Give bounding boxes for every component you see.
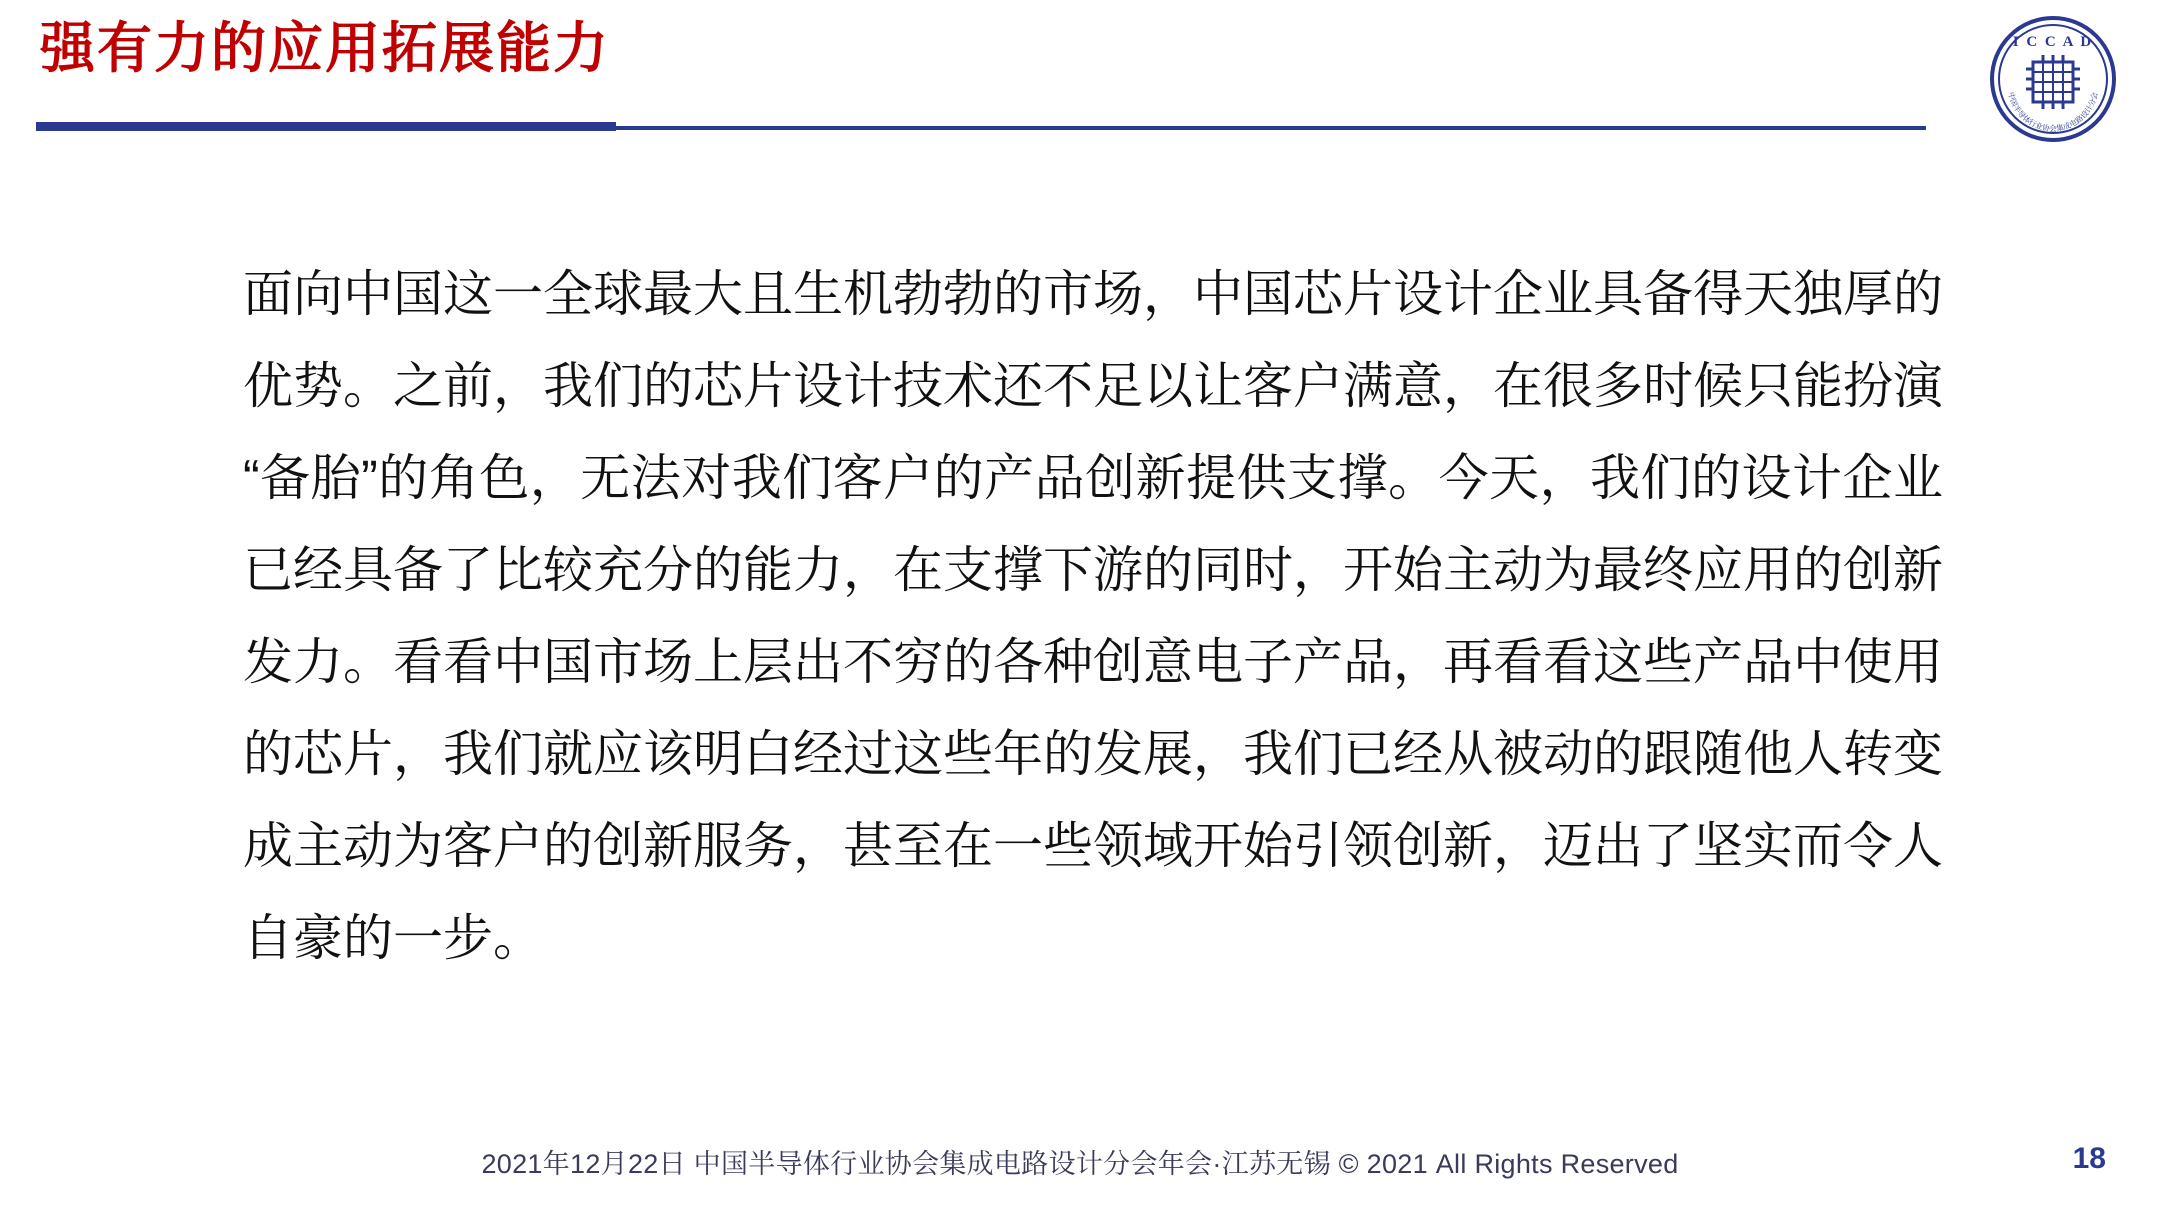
slide-body-paragraph: 面向中国这一全球最大且生机勃勃的市场，中国芯片设计企业具备得天独厚的优势。之前，我们的芯片设计技术还不足以让客户满意，在很多时候只能扮演“备胎”的角色，无法对我们客户的产品创新提供支撑。今天，我们的设计企业已经具备了比较充分的能力，在支撑下游的同时，开始主动为最终应用的创新发力。看看中国市场上层出不穷的各种创意电子产品，再看看这些产品中使用的芯片，我们就应该明白经过这些年的发展，我们已经从被动的跟随他人转变成主动为客户的创新服务，甚至在一些领域开始引领创新，迈出了坚实而令人自豪的一步。 — [243, 266, 1943, 966]
page-title: 强有力的应用拓展能力 — [40, 17, 611, 79]
slide-header — [0, 0, 2160, 142]
iccad-logo — [1990, 16, 2116, 142]
title-underline-thick — [36, 122, 616, 131]
svg-text:中国半导体行业协会集成电路设计分会: 中国半导体行业协会集成电路设计分会 — [2006, 91, 2100, 133]
slide-footer — [0, 1142, 2160, 1190]
svg-text:I C C A D: I C C A D — [2012, 34, 2094, 50]
page-number: 18 — [2072, 1142, 2106, 1175]
footer-copyright: 2021年12月22日 中国半导体行业协会集成电路设计分会年会·江苏无锡 © 2021 All Rights Reserved — [481, 1149, 1679, 1179]
title-underline-thin — [616, 126, 1926, 130]
